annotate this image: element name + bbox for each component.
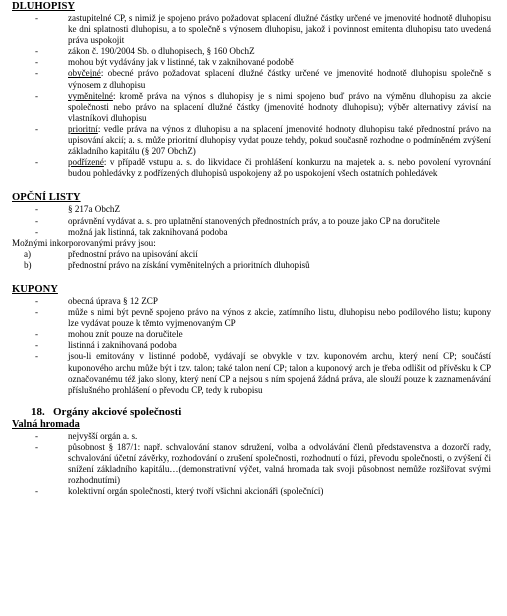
list-item xyxy=(12,296,491,307)
dash-bullet: - xyxy=(35,226,39,237)
list-item-text: obecná úprava § 12 ZCP xyxy=(68,295,158,306)
list-item xyxy=(12,204,491,215)
list-item-text: listinná i zaknihovaná podoba xyxy=(68,340,177,351)
list-item xyxy=(12,157,491,179)
list-item xyxy=(12,91,491,124)
heading-opcni-listy: OPČNÍ LISTY xyxy=(12,192,81,204)
list-item xyxy=(12,68,491,90)
dash-bullet: - xyxy=(35,57,39,68)
heading-valna-hromada: Valná hromada xyxy=(12,418,80,430)
sub-item xyxy=(12,249,507,260)
sub-item xyxy=(12,260,507,271)
list-item xyxy=(12,57,491,68)
dluhopisy-list xyxy=(12,13,507,179)
list-item-text: nejvyšší orgán a. s. xyxy=(68,430,138,441)
list-item xyxy=(12,431,491,442)
section-opcni-listy xyxy=(12,191,507,271)
term-vymenitelne: vyměnitelné xyxy=(68,90,113,101)
section-chapter-18 xyxy=(12,405,507,498)
section-kupony xyxy=(12,283,507,396)
list-item xyxy=(12,216,491,227)
dash-bullet: - xyxy=(35,123,39,134)
dash-bullet: - xyxy=(35,295,39,306)
chapter-title: Orgány akciové společnosti xyxy=(53,405,182,418)
opcni-list xyxy=(12,204,507,237)
list-item xyxy=(12,486,491,497)
dash-bullet: - xyxy=(35,157,39,168)
dash-bullet: - xyxy=(35,90,39,101)
sub-item-marker: a) xyxy=(24,248,32,259)
term-obycejne: obyčejné xyxy=(68,68,101,79)
list-item-text: může s nimi být pevně spojeno právo na výnos z akcie, zatímního listu, dluhopisu nebo podílového listu; kupony lze vydávat pouze k těmto vyjmenovaným CP xyxy=(68,307,491,329)
dash-bullet: - xyxy=(35,486,39,497)
dash-bullet: - xyxy=(35,441,39,452)
list-item-text: : v případě vstupu a. s. do likvidace či prohlášení konkurzu na majetek a. s. nebo povolení vyrovnání budou pohledávky z podřízených dluhopisů uspokojeny až po uspokojení všech ostatních pohledávek xyxy=(68,157,491,179)
list-item xyxy=(12,13,491,46)
opcni-intro: Možnými inkorporovanými právy jsou: xyxy=(12,237,156,248)
list-item xyxy=(12,329,491,340)
term-prioritni: prioritní xyxy=(68,123,98,134)
section-dluhopisy xyxy=(12,0,507,179)
chapter-number: 18. xyxy=(31,405,45,418)
dash-bullet: - xyxy=(35,340,39,351)
dash-bullet: - xyxy=(35,307,39,318)
list-item xyxy=(12,46,491,57)
sub-item-text: přednostní právo na upisování akcií xyxy=(68,248,198,259)
list-item-text: : kromě práva na výnos s dluhopisy je s nimi spojeno buď právo na výměnu dluhopisu za akcie společnosti nebo právo na splacení dlužné částky (jmenovité hodnoty dluhopisu); výběr alternativy závisí na vlastníkovi dluhopisu xyxy=(68,90,491,123)
list-item-text: působnost § 187/1: např. schvalování stanov sdružení, volba a odvolávání členů představenstva a dozorčí rady, schvalování účetní závěrky, rozhodování o zrušení společnosti, rozhodnutí o fúzi, převodu společnosti, o zvýšení či snížení základního kapitálu…(demonstrativní výčet, valná hromada tak svoji působnost nemůže rozšiřovat svými rozhodnutími) xyxy=(68,441,491,486)
dash-bullet: - xyxy=(35,351,39,362)
list-item-text: mohou znít pouze na doručitele xyxy=(68,329,183,340)
dash-bullet: - xyxy=(35,329,39,340)
list-item-text: § 217a ObchZ xyxy=(68,204,121,215)
list-item-text: zákon č. 190/2004 Sb. o dluhopisech, § 160 ObchZ xyxy=(68,46,255,57)
list-item xyxy=(12,124,491,157)
list-item xyxy=(12,340,491,351)
sub-item-marker: b) xyxy=(24,259,32,270)
dash-bullet: - xyxy=(35,46,39,57)
list-item xyxy=(12,351,491,395)
dash-bullet: - xyxy=(35,13,39,23)
list-item-text: jsou-li emitovány v listinné podobě, vydávají se obvykle v tzv. kuponovém archu, který není CP; součástí kuponového archu může být i tzv. talon; také talon není CP; talon a kuponový arch je třeba odlišit od přívěsku k CP označovanému též jako slony, který není CP a nejsou s ním spojená žádná práva, ale slouží pouze k zaznamenávání příslušného prohlášení o převodu CP, tedy k rubopisu xyxy=(68,351,491,395)
kupony-list xyxy=(12,296,507,396)
list-item-text: oprávnění vydávat a. s. pro uplatnění stanovených přednostních práv, a to pouze jako CP na doručitele xyxy=(68,215,440,226)
dash-bullet: - xyxy=(35,215,39,226)
dash-bullet: - xyxy=(35,430,39,441)
list-item xyxy=(12,307,491,329)
list-item-text: kolektivní orgán společnosti, který tvoří všichni akcionáři (společníci) xyxy=(68,486,324,497)
list-item xyxy=(12,442,491,486)
sub-item-text: přednostní právo na získání vyměnitelných a prioritních dluhopisů xyxy=(68,259,310,270)
chapter-heading xyxy=(12,405,507,419)
list-item-text: : vedle práva na výnos z dluhopisu a na splacení jmenovité hodnoty dluhopisu také přednostní právo na upisování akcií; a. s. může prioritní dluhopisy vydat pouze tehdy, pokud současně rozhodne o podmíněném zvýšení základního kapitálu (§ 207 ObchZ) xyxy=(68,123,491,157)
list-item-text: : obecné právo požadovat splacení dlužné částky určené ve jmenovité hodnotě dluhopisu společně s výnosem z dluhopisu xyxy=(68,68,491,90)
heading-dluhopisy: DLUHOPISY xyxy=(12,1,75,12)
list-item-text: možná jak listinná, tak zaknihovaná podoba xyxy=(68,226,228,237)
dash-bullet: - xyxy=(35,68,39,79)
list-item-text: mohou být vydávány jak v listinné, tak v zaknihované podobě xyxy=(68,57,294,68)
list-item xyxy=(12,227,491,238)
term-podrizene: podřízené xyxy=(68,157,104,168)
dash-bullet: - xyxy=(35,204,39,215)
list-item-text: zastupitelné CP, s nimiž je spojeno právo požadovat splacení dlužné částky určené ve jmenovité hodnotě dluhopisu ke dni splatnosti dluhopisu, a to společně s výnosem dluhopisu, jakož i povinnost emitenta dluhopisu tato uvedená práva uspokojit xyxy=(68,13,491,46)
heading-kupony: KUPONY xyxy=(12,283,58,295)
valna-list xyxy=(12,431,507,498)
